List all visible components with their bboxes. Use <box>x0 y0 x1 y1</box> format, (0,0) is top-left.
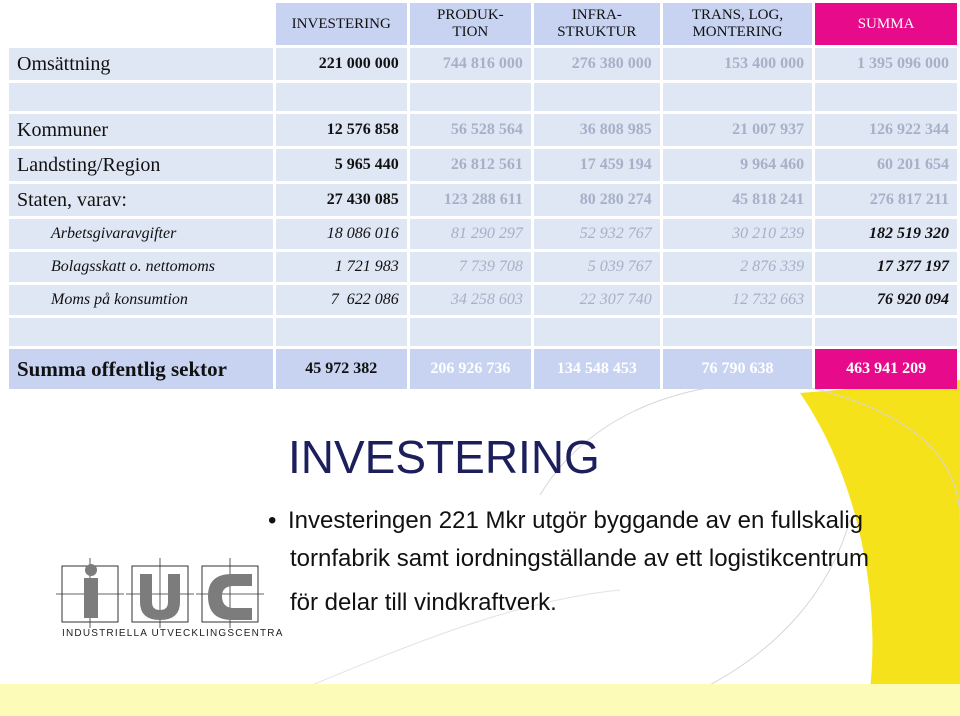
cell-value: 17 377 197 <box>815 252 957 282</box>
cell-value: 34 258 603 <box>410 285 531 315</box>
cell-value: 7 739 708 <box>410 252 531 282</box>
row-label-bolagsskatt: Bolagsskatt o. nettomoms <box>9 252 273 282</box>
table-row <box>9 48 957 80</box>
row-label-omsattning: Omsättning <box>9 48 273 80</box>
cell-value: 126 922 344 <box>815 114 957 146</box>
header-produktion: PRODUK- TION <box>410 3 531 45</box>
cell-value: 26 812 561 <box>410 149 531 181</box>
cell-value: 27 430 085 <box>276 184 407 216</box>
table-row <box>9 285 957 315</box>
cell-value: 744 816 000 <box>410 48 531 80</box>
cell-value: 5 965 440 <box>276 149 407 181</box>
cell-value: 7 622 086 <box>276 285 407 315</box>
spacer-row <box>9 83 957 111</box>
cell-value: 123 288 611 <box>410 184 531 216</box>
cell-value: 60 201 654 <box>815 149 957 181</box>
cell-value: 5 039 767 <box>534 252 660 282</box>
table-row <box>9 252 957 282</box>
logo-text: INDUSTRIELLA UTVECKLINGSCENTRA <box>62 628 284 639</box>
cell-value: 2 876 339 <box>663 252 812 282</box>
row-label-kommuner: Kommuner <box>9 114 273 146</box>
cell-value: 22 307 740 <box>534 285 660 315</box>
row-label-moms: Moms på konsumtion <box>9 285 273 315</box>
header-summa: SUMMA <box>815 3 957 45</box>
cell-value: 36 808 985 <box>534 114 660 146</box>
bullet-line-1: Investeringen 221 Mkr utgör byggande av en fullskalig <box>288 507 864 534</box>
cell-value: 30 210 239 <box>663 219 812 249</box>
cell-value-total: 463 941 209 <box>815 349 957 389</box>
staten-label-rest: varav: <box>72 188 127 211</box>
cell-value: 45 972 382 <box>276 349 407 389</box>
cell-value: 134 548 453 <box>534 349 660 389</box>
header-infrastruktur: INFRA- STRUKTUR <box>534 3 660 45</box>
row-label-arbetsgivaravgifter: Arbetsgivaravgifter <box>9 219 273 249</box>
cell-value: 1 721 983 <box>276 252 407 282</box>
cell-value: 221 000 000 <box>276 48 407 80</box>
cell-value: 17 459 194 <box>534 149 660 181</box>
cell-value: 21 007 937 <box>663 114 812 146</box>
cell-value: 1 395 096 000 <box>815 48 957 80</box>
header-trans-log-montering: TRANS, LOG, MONTERING <box>663 3 812 45</box>
cell-value: 81 290 297 <box>410 219 531 249</box>
cell-value: 12 732 663 <box>663 285 812 315</box>
cell-value: 76 920 094 <box>815 285 957 315</box>
cell-value: 276 817 211 <box>815 184 957 216</box>
cell-value: 276 380 000 <box>534 48 660 80</box>
table-row <box>9 184 957 216</box>
spacer-row <box>9 318 957 346</box>
row-label-landsting: Landsting/Region <box>9 149 273 181</box>
cell-value: 52 932 767 <box>534 219 660 249</box>
row-label-staten <box>9 184 273 216</box>
header-blank-cell <box>9 3 273 45</box>
cell-value: 182 519 320 <box>815 219 957 249</box>
slide-heading: INVESTERING <box>288 431 600 483</box>
cell-value: 12 576 858 <box>276 114 407 146</box>
header-investering: INVESTERING <box>276 3 407 45</box>
staten-label-bold: Staten, <box>17 188 72 211</box>
table-row <box>9 219 957 249</box>
table-row <box>9 114 957 146</box>
cell-value: 9 964 460 <box>663 149 812 181</box>
row-label-summa-offentlig-sektor: Summa offentlig sektor <box>9 349 273 389</box>
bullet-line-2: tornfabrik samt iordningställande av ett logistikcentrum <box>290 545 869 572</box>
cell-value: 206 926 736 <box>410 349 531 389</box>
economic-impact-table <box>6 0 960 392</box>
bullet-line-3: för delar till vindkraftverk. <box>290 589 557 616</box>
cell-value: 153 400 000 <box>663 48 812 80</box>
cell-value: 80 280 274 <box>534 184 660 216</box>
table-row-summa <box>9 349 957 389</box>
bottom-band <box>0 684 960 716</box>
bullet-dot-icon: • <box>268 507 277 534</box>
table-row <box>9 149 957 181</box>
cell-value: 18 086 016 <box>276 219 407 249</box>
table-header-row <box>9 3 957 45</box>
cell-value: 56 528 564 <box>410 114 531 146</box>
cell-value: 45 818 241 <box>663 184 812 216</box>
cell-value: 76 790 638 <box>663 349 812 389</box>
